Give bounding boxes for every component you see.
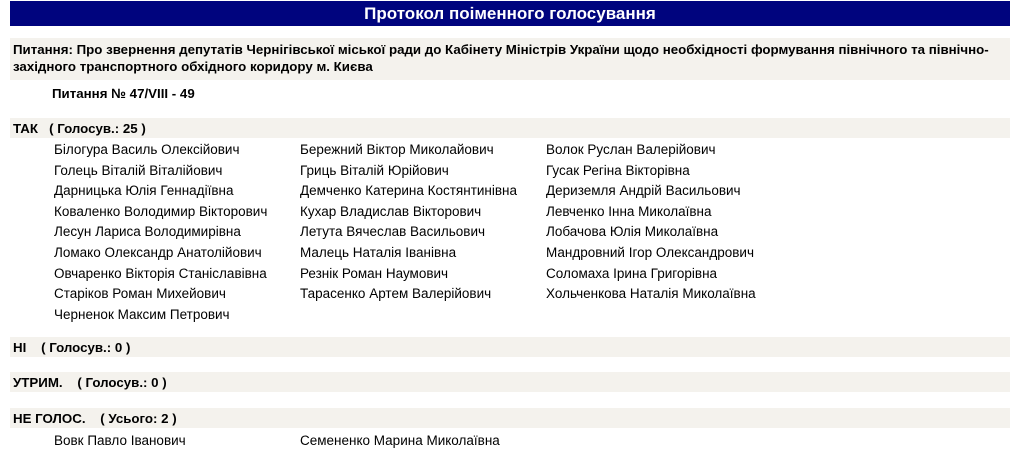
voter-name: Лесун Лариса Володимирівна bbox=[54, 224, 241, 240]
voter-name: Хольченкова Наталія Миколаївна bbox=[546, 286, 756, 302]
question-number: Питання № 47/VIII - 49 bbox=[52, 86, 195, 101]
section-no-header: НІ ( Голосув.: 0 ) bbox=[10, 337, 1010, 357]
voter-name: Гусак Регіна Вікторівна bbox=[546, 162, 690, 178]
section-not-voted-header: НЕ ГОЛОС. ( Усього: 2 ) bbox=[10, 408, 1010, 428]
voter-name: Черненок Максим Петрович bbox=[54, 306, 230, 322]
not-voted-names-list bbox=[54, 431, 792, 452]
section-abstain-header: УТРИМ. ( Голосув.: 0 ) bbox=[10, 372, 1010, 392]
voter-name: Ломако Олександр Анатолійович bbox=[54, 244, 262, 260]
voter-name: Коваленко Володимир Вікторович bbox=[54, 203, 268, 219]
voter-name: Левченко Інна Миколаївна bbox=[546, 203, 712, 219]
voter-name: Соломаха Ірина Григорівна bbox=[546, 265, 718, 281]
voter-name: Овчаренко Вікторія Станіславівна bbox=[54, 265, 267, 281]
yes-names-list bbox=[54, 140, 792, 325]
voter-name: Вовк Павло Іванович bbox=[54, 433, 186, 448]
voter-name: Дарницька Юлія Геннадіївна bbox=[54, 183, 234, 199]
voter-name: Старіков Роман Михейович bbox=[54, 286, 226, 302]
voter-name: Кухар Владислав Вікторович bbox=[300, 203, 482, 219]
voter-name: Летута Вячеслав Васильович bbox=[300, 224, 486, 240]
protocol-title: Протокол поіменного голосування bbox=[10, 1, 1010, 26]
voter-name: Малець Наталія Іванівна bbox=[300, 244, 457, 260]
voter-name: Демченко Катерина Костянтинівна bbox=[300, 183, 518, 199]
voter-name: Тарасенко Артем Валерійович bbox=[300, 286, 492, 302]
question-topic: Питання: Про звернення депутатів Чернігівської міської ради до Кабінету Міністрів України щодо необхідності формування північного та північно-західного транспортного обхідного коридору м. Києва bbox=[10, 38, 1010, 80]
voter-name: Семененко Марина Миколаївна bbox=[300, 433, 500, 448]
voter-name: Гриць Віталій Юрійович bbox=[300, 162, 449, 178]
voter-name: Резнік Роман Наумович bbox=[300, 265, 449, 281]
section-yes-header: ТАК ( Голосув.: 25 ) bbox=[10, 118, 1010, 138]
voter-name: Мандровний Ігор Олександрович bbox=[546, 244, 755, 260]
voter-name: Лобачова Юлія Миколаївна bbox=[546, 224, 719, 240]
voter-name: Голець Віталій Віталійович bbox=[54, 162, 223, 178]
voter-name: Бережний Віктор Миколайович bbox=[300, 142, 494, 157]
voter-name: Білогура Василь Олексійович bbox=[54, 142, 240, 157]
voter-name: Дериземля Андрій Васильович bbox=[546, 183, 741, 199]
voter-name: Волок Руслан Валерійович bbox=[546, 142, 716, 157]
